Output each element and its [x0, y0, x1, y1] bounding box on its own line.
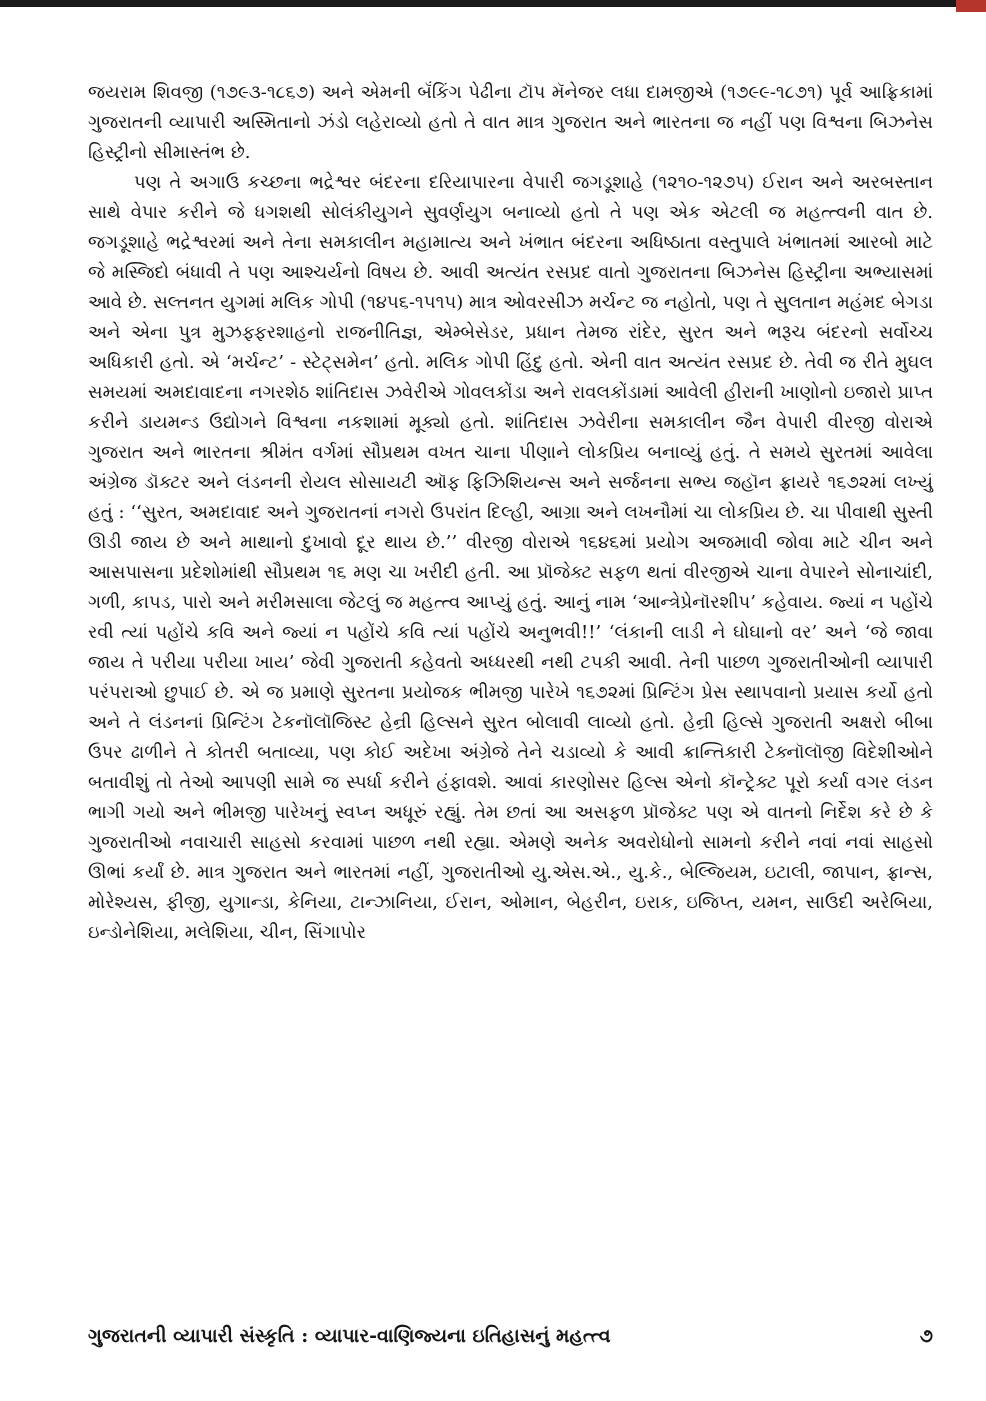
footer-title: ગુજરાતની વ્યાપારી સંસ્કૃતિ : વ્યાપાર-વાણિજ્યના ઇતિહાસનું મહત્ત્વ — [88, 1325, 611, 1347]
top-corner-mark — [956, 0, 986, 12]
paragraph-1: જયરામ શિવજી (૧૭૯૩-૧૮૬૭) અને એમની બૅંકિંગ પેઢીના ટૉપ મૅનેજર લધા દામજીએ (૧૭૯૯-૧૮૭૧) પૂર્વ આફ્રિકામાં ગુજરાતની વ્યાપારી અસ્મિતાનો ઝંડો લહેરાવ્યો હતો તે વાત માત્ર ગુજરાત અને ભારતના જ નહીં પણ વિશ્વના બિઝનેસ હિસ્ટ્રીનો સીમાસ્તંભ છે. — [88, 82, 933, 163]
page-footer — [88, 1318, 933, 1354]
paragraph-2: પણ તે અગાઉ કચ્છના ભદ્રેશ્વર બંદરના દરિયાપારના વેપારી જગડૂશાહે (૧૨૧૦-૧૨૭૫) ઈરાન અને અરબસ્તાન સાથે વેપાર કરીને જે ધગશથી સોલંકીયુગને સુવર્ણયુગ બનાવ્યો હતો તે પણ એક એટલી જ મહત્ત્વની વાત છે. જગડૂશાહે ભદ્રેશ્વરમાં અને તેના સમકાલીન મહામાત્ય અને ખંભાત બંદરના અધિષ્ઠાતા વસ્તુપાલે ખંભાતમાં આરબો માટે જે મસ્જિદો બંધાવી તે પણ આશ્ચર્યનો વિષય છે. આવી અત્યંત રસપ્રદ વાતો ગુજરાતના બિઝનેસ હિસ્ટ્રીના અભ્યાસમાં આવે છે. સલ્તનત યુગમાં મલિક ગોપી (૧૪૫૬-૧૫૧૫) માત્ર ઓવરસીઝ મર્ચન્ટ જ નહોતો, પણ તે સુલતાન મહંમદ બેગડા અને એના પુત્ર મુઝફ્ફરશાહનો રાજનીતિજ્ઞ, એમ્બેસેડર, પ્રધાન તેમજ રાંદેર, સુરત અને ભરૂચ બંદરનો સર્વોચ્ચ અધિકારી હતો. એ ‘મર્ચન્ટ’ - સ્ટેટ્સમેન’ હતો. મલિક ગોપી હિંદુ હતો. એની વાત અત્યંત રસપ્રદ છે. તેવી જ રીતે મુઘલ સમયમાં અમદાવાદના નગરશેઠ શાંતિદાસ ઝવેરીએ ગોવલકોંડા અને રાવલકોંડામાં આવેલી હીરાની ખાણોનો ઇજારો પ્રાપ્ત કરીને ડાયમન્ડ ઉદ્યોગને વિશ્વના નકશામાં મૂક્યો હતો. શાંતિદાસ ઝવેરીના સમકાલીન જૈન વેપારી વીરજી વોરાએ ગુજરાત અને ભારતના શ્રીમંત વર્ગમાં સૌપ્રથમ વખત ચાના પીણાને લોકપ્રિય બનાવ્યું હતું. તે સમયે સુરતમાં આવેલા અંગ્રેજ ડૉક્ટર અને લંડનની રોયલ સોસાયટી ઑફ ફિઝિશિયન્સ અને સર્જનના સભ્ય જહૉન ફ્રાયરે ૧૬૭૨માં લખ્યું હતું : ‘‘સુરત, અમદાવાદ અને ગુજરાતનાં નગરો ઉપરાંત દિલ્હી, આગ્રા અને લખનૌમાં ચા લોકપ્રિય છે. ચા પીવાથી સુસ્તી ઊડી જાય છે અને માથાનો દુખાવો દૂર થાય છે.’’ વીરજી વોરાએ ૧૬૪૬માં પ્રયોગ અજમાવી જોવા માટે ચીન અને આસપાસના પ્રદેશોમાંથી સૌપ્રથમ ૧૬ મણ ચા ખરીદી હતી. આ પ્રૉજેક્ટ સફળ થતાં વીરજીએ ચાના વેપારને સોનાચાંદી, ગળી, કાપડ, પારો અને મરીમસાલા જેટલું જ મહત્ત્વ આપ્યું હતું. આનું નામ ‘આન્ત્રેપ્રેનૉરશીપ’ કહેવાય. જ્યાં ન પહોંચે રવી ત્યાં પહોંચે કવિ અને જ્યાં ન પહોંચે કવિ ત્યાં પહોંચે અનુભવી!!’ ‘લંકાની લાડી ને ઘોઘાનો વર’ અને ‘જે જાવા જાય તે પરીયા પરીયા ખાય’ જેવી ગુજરાતી કહેવતો અધ્ધરથી નથી ટપકી આવી. તેની પાછળ ગુજરાતીઓની વ્યાપારી પરંપરાઓ છુપાઈ છે. એ જ પ્રમાણે સુરતના પ્રયોજક ભીમજી પારેખે ૧૬૭૨માં પ્રિન્ટિંગ પ્રેસ સ્થાપવાનો પ્રયાસ કર્યો હતો અને તે લંડનનાં પ્રિન્ટિંગ ટેકનૉલૉજિસ્ટ હેન્રી હિલ્સને સુરત બોલાવી લાવ્યો હતો. હેન્રી હિલ્સે ગુજરાતી અક્ષરો બીબા ઉપર ઢાળીને તે કોતરી બતાવ્યા, પણ કોઈ અદેખા અંગ્રેજે તેને ચડાવ્યો કે આવી ક્રાન્તિકારી ટેક્નૉલૉજી વિદેશીઓને બતાવીશું તો તેઓ આપણી સામે જ સ્પર્ધા કરીને હંફાવશે. આવાં કારણોસર હિલ્સ એનો કૉન્ટ્રેક્ટ પૂરો કર્યા વગર લંડન ભાગી ગયો અને ભીમજી પારેખનું સ્વપ્ન અધૂરું રહ્યું. તેમ છતાં આ અસફળ પ્રૉજેક્ટ પણ એ વાતનો નિર્દેશ કરે છે કે ગુજરાતીઓ નવાચારી સાહસો કરવામાં પાછળ નથી રહ્યા. એમણે અનેક અવરોધોનો સામનો કરીને નવાં નવાં સાહસો ઊભાં કર્યાં છે. માત્ર ગુજરાત અને ભારતમાં નહીં, ગુજરાતીઓ યુ.એસ.એ., યુ.કે., બેલ્જિયમ, ઇટાલી, જાપાન, ફ્રાન્સ, મોરેશ્યસ, ફીજી, યુગાન્ડા, કેનિયા, ટાન્ઝાનિયા, ઈરાન, ઓમાન, બેહરીન, ઇરાક, ઇજિપ્ત, યમન, સાઉદી અરેબિયા, ઇન્ડોનેશિયા, મલેશિયા, ચીન, સિંગાપોર — [88, 172, 933, 943]
page-number: ૭ — [919, 1325, 933, 1347]
top-border — [0, 0, 986, 7]
page-body — [88, 78, 933, 948]
